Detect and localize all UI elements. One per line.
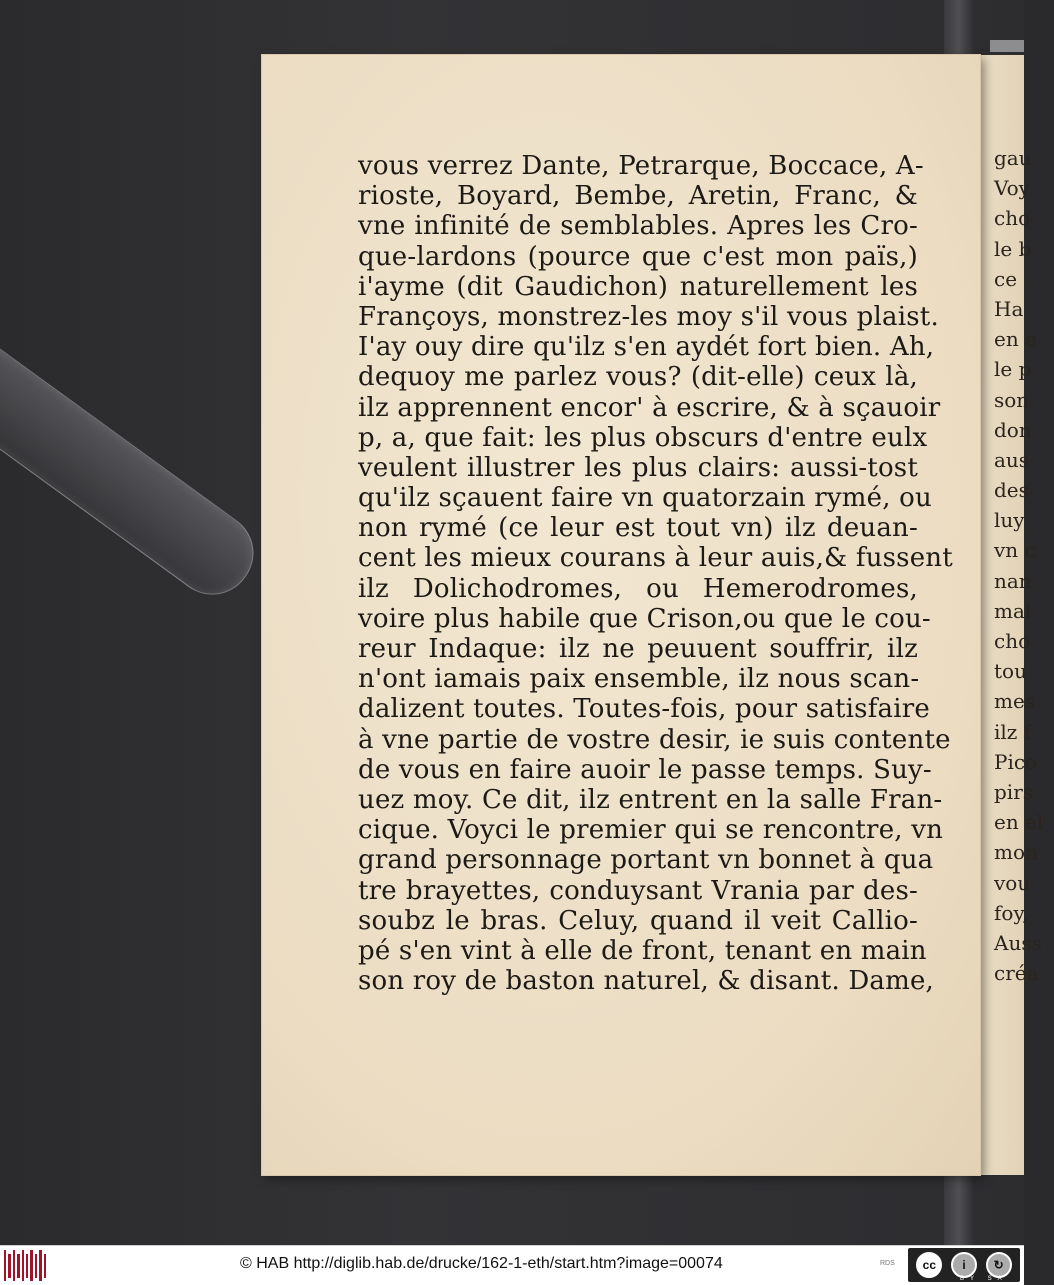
next-page-fragment: cho — [994, 206, 1031, 231]
next-page-fragment: tou — [994, 659, 1027, 684]
attribution-icon: i — [951, 1252, 977, 1278]
next-page-fragment: son — [994, 387, 1030, 412]
text-line: cent les mieux courans à leur auis,& fussent — [358, 543, 953, 574]
text-line: son roy de baston naturel, & disant. Dame, — [358, 966, 935, 997]
text-line: soubz le bras. Celuy, quand il veit Callio- — [358, 905, 918, 936]
page-corner-tab — [990, 40, 1024, 52]
next-page-fragment: vn c — [994, 538, 1036, 563]
next-page-fragment: créa — [994, 961, 1039, 986]
text-line: dequoy me parlez vous? (dit-elle) ceux là, — [358, 362, 918, 393]
source-url[interactable]: © HAB http://diglib.hab.de/drucke/162-1-eth/start.htm?image=00074 — [240, 1255, 723, 1272]
text-line: de vous en faire auoir le passe temps. Suy- — [358, 754, 932, 785]
next-page-fragment: cho — [994, 629, 1031, 653]
text-line: dalizent toutes. Toutes-fois, pour satisfaire — [358, 694, 930, 725]
text-line: tre brayettes, conduysant Vrania par des- — [358, 875, 918, 906]
text-line: uez moy. Ce dit, ilz entrent en la salle Fran- — [358, 784, 943, 815]
text-line: veulent illustrer les plus clairs: aussi-tost — [358, 452, 918, 483]
text-line: cique. Voyci le premier qui se rencontre, vn — [358, 815, 944, 846]
text-line: grand personnage portant vn bonnet à qua — [358, 845, 934, 876]
text-line: ilz Dolichodromes, ou Hemerodromes, — [358, 573, 918, 604]
viewer-footer — [0, 1245, 1024, 1285]
hab-logo-icon[interactable] — [4, 1250, 46, 1281]
share-alike-icon: ↻ — [986, 1252, 1012, 1278]
next-page-fragment: foy, — [994, 900, 1029, 925]
next-page-fragment: don — [994, 417, 1032, 442]
next-page-fragment: Pico — [994, 749, 1038, 774]
next-page-fragment: pirs — [994, 779, 1034, 804]
next-page-fragment: des — [994, 478, 1029, 503]
text-line: I'ay ouy dire qu'ilz s'en aydét fort bien. Ah, — [358, 332, 935, 363]
text-line: voire plus habile que Crison,ou que le cou- — [358, 603, 931, 634]
next-page-text — [994, 143, 1054, 988]
cc-sa-label: SA — [987, 1276, 1008, 1282]
text-line: à vne partie de vostre desir, ie suis contente — [358, 724, 951, 755]
page-text-block — [358, 151, 953, 997]
cc-icon: cc — [916, 1252, 942, 1278]
cc-by-label: BY — [960, 1276, 980, 1282]
text-line: reur Indaque: ilz ne peuuent souffrir, ilz — [358, 634, 918, 664]
text-line: pé s'en vint à elle de front, tenant en main — [358, 935, 927, 966]
next-page-fragment: vou — [994, 870, 1031, 895]
text-line: que-lardons (pource que c'est mon païs,) — [358, 241, 918, 272]
next-page-fragment: ce — [994, 266, 1018, 291]
next-page-fragment: le p — [994, 357, 1032, 382]
text-line: Françoys, monstrez-les moy s'il vous plaist. — [358, 301, 939, 332]
next-page-fragment: mal — [994, 598, 1032, 623]
next-page-fragment: en e — [994, 327, 1037, 352]
next-page-fragment: aus — [994, 447, 1030, 472]
text-line: vous verrez Dante, Petrarque, Boccace, A- — [358, 151, 924, 181]
next-page-fragment: en el — [994, 810, 1044, 835]
text-line: p, a, que fait: les plus obscurs d'entre eulx — [358, 422, 928, 453]
next-page-fragment: Ha — [994, 296, 1024, 321]
footer-small-label: RDS — [880, 1260, 895, 1267]
text-line: ilz apprennent encor' à escrire, & à sçauoir — [358, 392, 941, 423]
text-line: i'ayme (dit Gaudichon) naturellement les — [358, 271, 918, 302]
text-line: n'ont iamais paix ensemble, ilz nous scan- — [358, 664, 920, 695]
text-line: vne infinité de semblables. Apres les Cro- — [358, 211, 918, 242]
next-page-fragment: luy — [994, 508, 1025, 533]
book-page — [262, 55, 980, 1175]
next-page-fragment: nan — [994, 568, 1032, 593]
cc-license-labels — [960, 1276, 1008, 1282]
text-line: rioste, Boyard, Bembe, Aretin, Franc, & — [358, 181, 918, 212]
next-page-fragment: mon — [994, 840, 1038, 865]
next-page-fragment: ilz f — [994, 719, 1032, 744]
next-page-fragment: le b — [994, 236, 1032, 261]
text-line: qu'ilz sçauent faire vn quatorzain rymé, ou — [358, 483, 932, 514]
next-page-fragment: Auss — [994, 930, 1042, 955]
next-page-fragment: gau — [994, 146, 1032, 170]
next-page-fragment: mes — [994, 689, 1036, 714]
text-line: non rymé (ce leur est tout vn) ilz deuan- — [358, 513, 918, 544]
next-page-fragment: Voy — [994, 176, 1030, 201]
